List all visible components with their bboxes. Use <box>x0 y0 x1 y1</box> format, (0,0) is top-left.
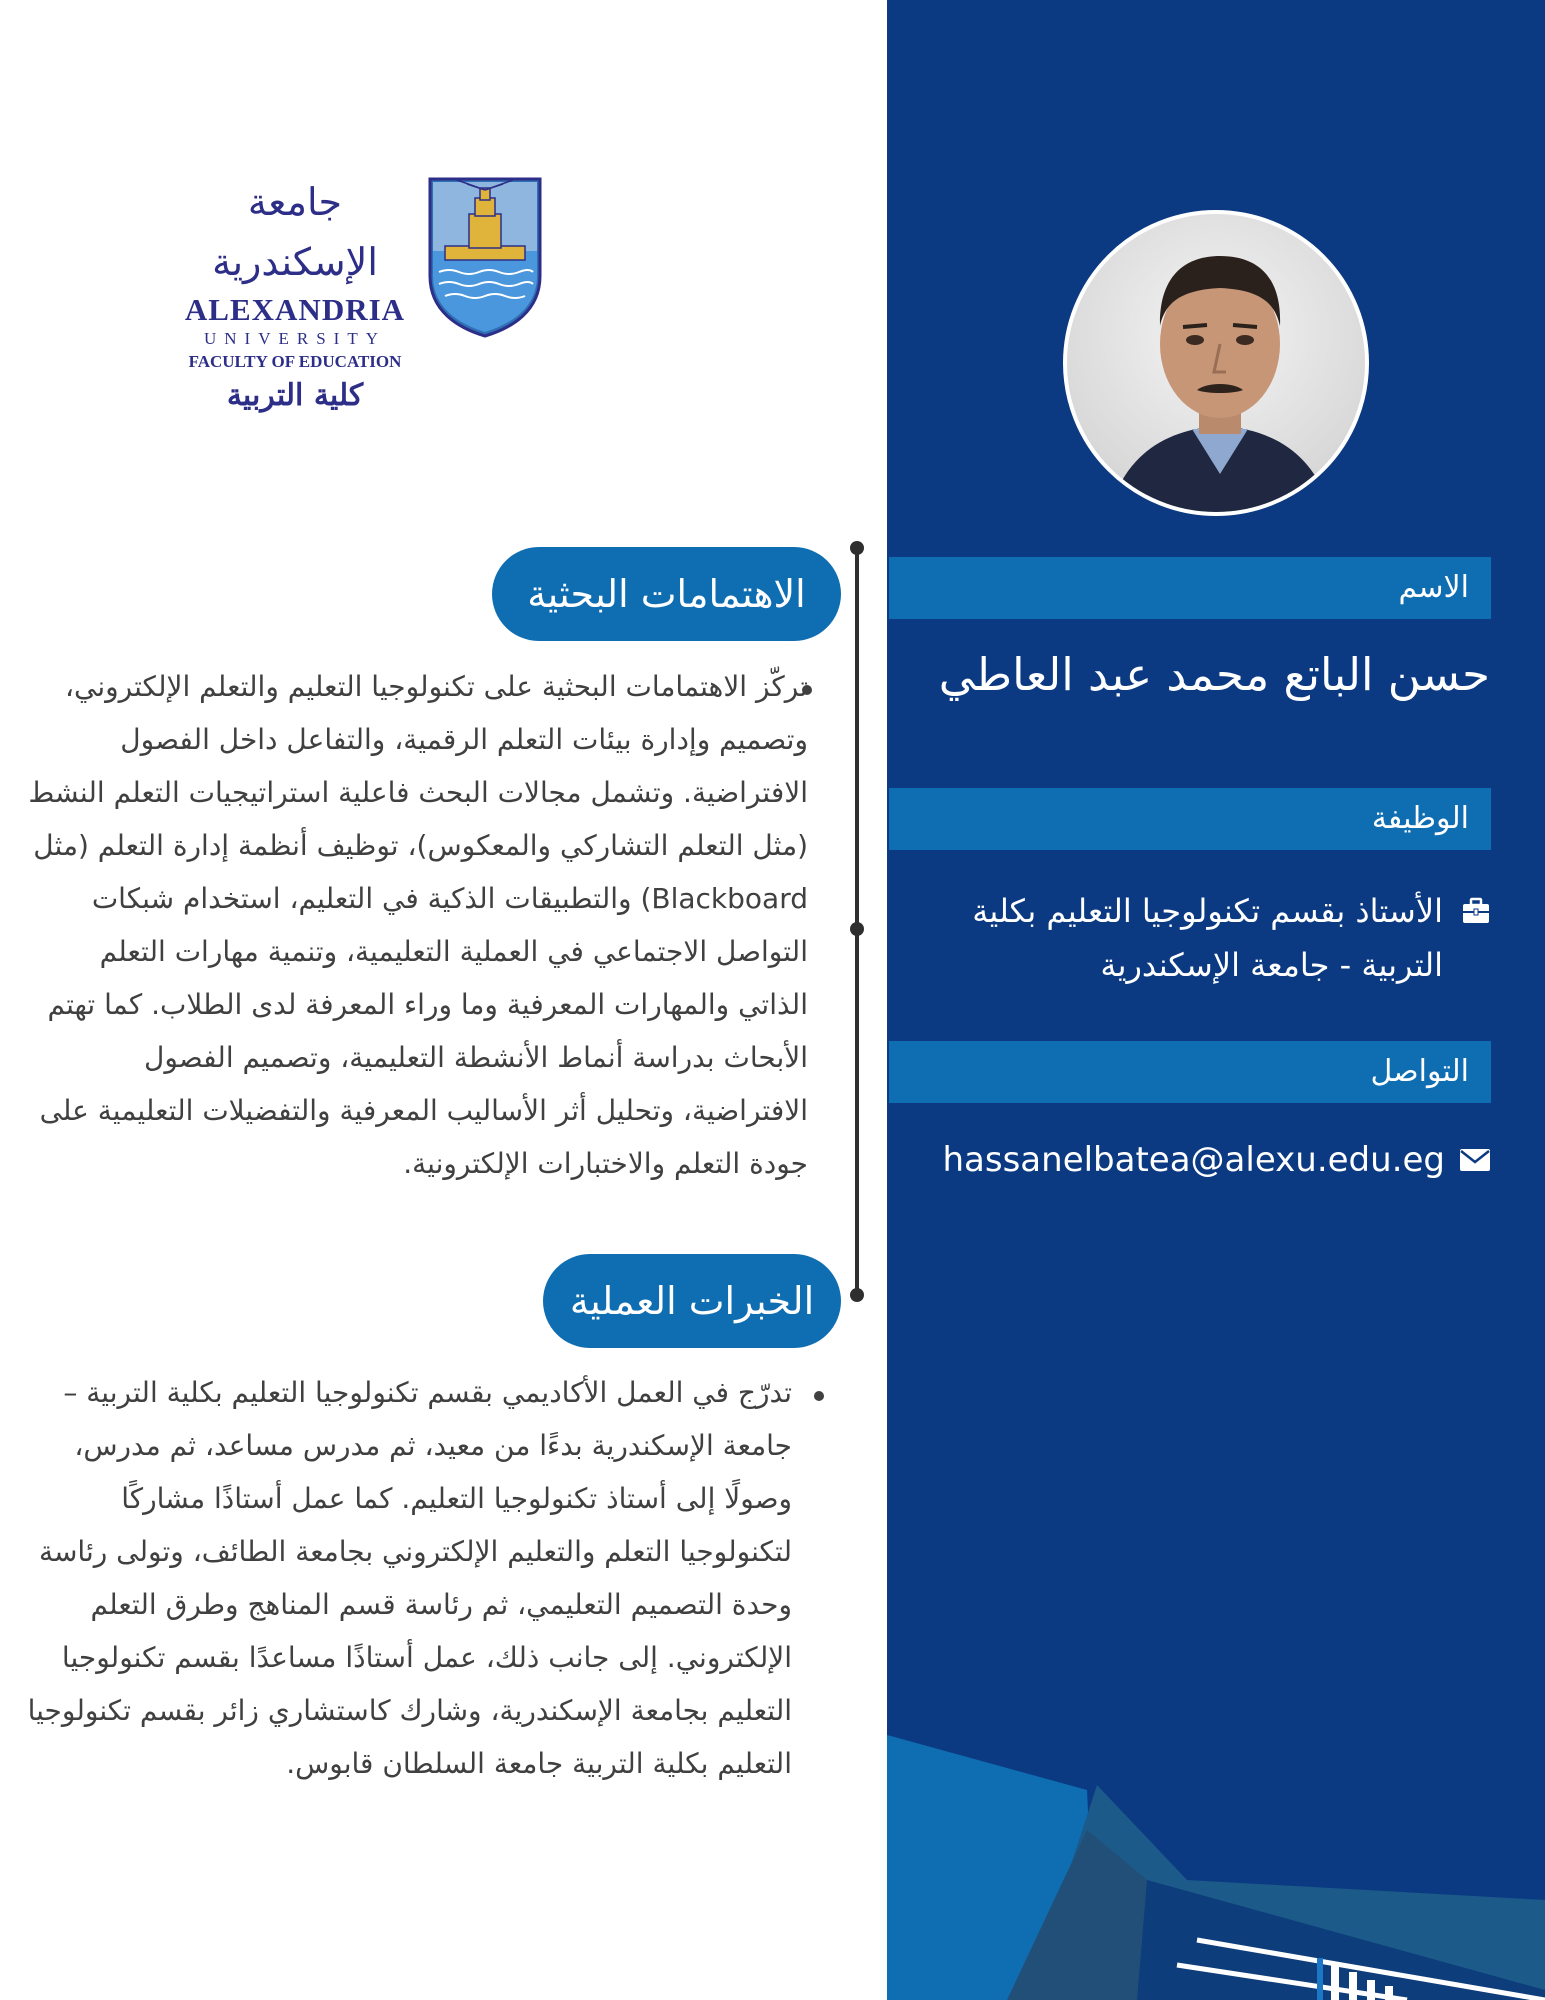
email-link[interactable]: hassanelbatea@alexu.edu.eg <box>942 1140 1445 1180</box>
bullet-point <box>814 1391 824 1401</box>
contact-row <box>900 1135 1491 1185</box>
name-label-bar: الاسم <box>889 557 1491 619</box>
person-name: حسن الباتع محمد عبد العاطي <box>938 648 1490 701</box>
timeline-dot <box>850 922 864 936</box>
experience-text: تدرّج في العمل الأكاديمي بقسم تكنولوجيا التعليم بكلية التربية – جامعة الإسكندرية بدءًا من معيد، ثم مدرس مساعد، ثم مدرس، وصولًا إلى أستاذ تكنولوجيا التعليم. كما عمل أستاذًا مشاركًا لتكنولوجيا التعلم والتعليم الإلكتروني بجامعة الطائف، وتولى رئاسة وحدة التصميم التعليمي، ثم رئاسة قسم المناهج وطرق التعلم الإلكتروني. إلى جانب ذلك، عمل أستاذًا مساعدًا بقسم تكنولوجيا التعليم بجامعة الإسكندرية، وشارك كاستشاري زائر بقسم تكنولوجيا التعليم بكلية التربية جامعة السلطان قابوس. <box>27 1376 792 1780</box>
lighthouse-shield-icon <box>427 176 543 338</box>
experience-section-title: الخبرات العملية <box>543 1254 841 1348</box>
research-section-title: الاهتمامات البحثية <box>492 547 841 641</box>
job-label-bar: الوظيفة <box>889 788 1491 850</box>
university-logo <box>165 172 545 413</box>
job-title: الأستاذ بقسم تكنولوجيا التعليم بكلية التربية - جامعة الإسكندرية <box>972 892 1443 984</box>
briefcase-icon <box>1461 896 1491 926</box>
mail-icon <box>1459 1148 1491 1172</box>
logo-arabic-university: جامعة الإسكندرية <box>212 180 378 284</box>
logo-english-line2: UNIVERSITY <box>204 329 386 348</box>
research-text: تركّز الاهتمامات البحثية على تكنولوجيا التعليم والتعلم الإلكتروني، وتصميم وإدارة بيئات التعلم الرقمية، والتفاعل داخل الفصول الافتراضية. وتشمل مجالات البحث فاعلية استراتيجيات التعلم النشط (مثل التعلم التشاركي والمعكوس)، توظيف أنظمة إدارة التعلم (مثل Blackboard) والتطبيقات الذكية في التعليم، استخدام شبكات التواصل الاجتماعي في العملية التعليمية، وتنمية مهارات التعلم الذاتي والمهارات المعرفية وما وراء المعرفة لدى الطلاب. كما تهتم الأبحاث بدراسة أنماط الأنشطة التعليمية، وتصميم الفصول الافتراضية، وتحليل أثر الأساليب المعرفية والتفضيلات التعليمية على جودة التعلم والاختبارات الإلكترونية. <box>28 670 808 1180</box>
logo-text <box>165 172 425 418</box>
timeline-dot <box>850 541 864 555</box>
person-portrait <box>1067 214 1369 516</box>
profile-photo <box>1063 210 1369 516</box>
timeline-dot <box>850 1288 864 1302</box>
job-row <box>900 884 1491 992</box>
logo-english-line3: FACULTY OF EDUCATION <box>188 352 402 371</box>
contact-label-bar: التواصل <box>889 1041 1491 1103</box>
logo-arabic-faculty: كلية التربية <box>226 378 364 413</box>
logo-english-line1: ALEXANDRIA <box>184 292 406 327</box>
